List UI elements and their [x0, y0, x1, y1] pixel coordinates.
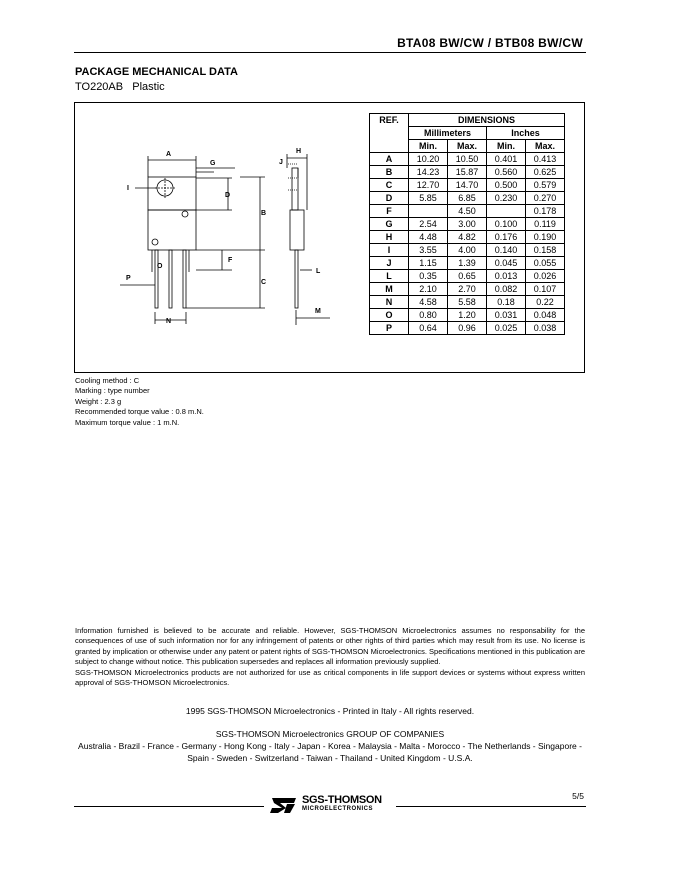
value-cell: 0.026	[526, 270, 565, 283]
value-cell: 4.00	[448, 244, 487, 257]
value-cell: 14.70	[448, 179, 487, 192]
note-weight: Weight : 2.3 g	[75, 396, 122, 406]
footer-rule-left	[74, 806, 264, 807]
value-cell: 0.107	[526, 283, 565, 296]
value-cell: 0.048	[526, 309, 565, 322]
dim-label-g: G	[210, 160, 216, 167]
ref-cell: I	[370, 244, 409, 257]
dimension-row	[370, 218, 565, 231]
dimension-row	[370, 231, 565, 244]
value-cell: 4.82	[448, 231, 487, 244]
dimension-row	[370, 166, 565, 179]
value-cell: 0.65	[448, 270, 487, 283]
value-cell: 0.013	[487, 270, 526, 283]
value-cell: 0.80	[409, 309, 448, 322]
ref-cell: P	[370, 322, 409, 335]
dimensions-header: DIMENSIONS	[409, 114, 565, 127]
millimeters-header: Millimeters	[409, 127, 487, 140]
value-cell: 12.70	[409, 179, 448, 192]
value-cell: 0.178	[526, 205, 565, 218]
ref-header: REF.	[370, 114, 409, 153]
value-cell	[409, 205, 448, 218]
value-cell: 10.20	[409, 153, 448, 166]
ref-cell: O	[370, 309, 409, 322]
value-cell: 0.64	[409, 322, 448, 335]
value-cell: 0.560	[487, 166, 526, 179]
value-cell: 15.87	[448, 166, 487, 179]
value-cell: 0.158	[526, 244, 565, 257]
value-cell: 10.50	[448, 153, 487, 166]
value-cell: 0.082	[487, 283, 526, 296]
value-cell: 3.55	[409, 244, 448, 257]
dimension-row	[370, 153, 565, 166]
value-cell: 0.579	[526, 179, 565, 192]
package-subtitle	[75, 81, 165, 93]
value-cell: 0.190	[526, 231, 565, 244]
logo-sub-text: MICROELECTRONICS	[302, 806, 373, 812]
sgs-thomson-logo	[268, 796, 382, 814]
legal-disclaimer	[75, 626, 585, 688]
st-logo-mark-icon	[268, 796, 298, 814]
value-cell: 0.055	[526, 257, 565, 270]
package-name: TO220AB	[75, 81, 124, 93]
page-number: 5/5	[572, 791, 584, 801]
dim-label-j: J	[279, 159, 283, 166]
group-countries: Australia - Brazil - France - Germany - Hong Kong - Italy - Japan - Korea - Malaysia - Malta - Morocco - The Netherlands - Singapore - Spain - Sweden - Switzerland - Taiwan - Thailand - United Kingdom - U.S.A.	[78, 741, 582, 763]
value-cell: 2.54	[409, 218, 448, 231]
value-cell: 0.038	[526, 322, 565, 335]
value-cell: 1.39	[448, 257, 487, 270]
dimension-row	[370, 296, 565, 309]
dimension-row	[370, 179, 565, 192]
ref-cell: B	[370, 166, 409, 179]
ref-cell: J	[370, 257, 409, 270]
section-title: PACKAGE MECHANICAL DATA	[75, 66, 238, 78]
value-cell: 0.413	[526, 153, 565, 166]
value-cell: 5.58	[448, 296, 487, 309]
dimension-row	[370, 244, 565, 257]
value-cell: 0.140	[487, 244, 526, 257]
value-cell: 0.625	[526, 166, 565, 179]
value-cell: 0.119	[526, 218, 565, 231]
value-cell: 14.23	[409, 166, 448, 179]
value-cell: 4.50	[448, 205, 487, 218]
value-cell: 0.401	[487, 153, 526, 166]
value-cell: 6.85	[448, 192, 487, 205]
package-notes	[75, 376, 204, 428]
note-cooling: Cooling method : C	[75, 376, 140, 385]
dimension-row	[370, 309, 565, 322]
note-maximum-torque: Maximum torque value : 1 m.N.	[75, 417, 180, 427]
dimension-row	[370, 270, 565, 283]
group-of-companies	[75, 728, 585, 764]
package-drawing	[112, 140, 352, 340]
value-cell: 1.20	[448, 309, 487, 322]
logo-brand-text: SGS-THOMSON	[302, 794, 382, 806]
value-cell: 0.35	[409, 270, 448, 283]
dimension-row	[370, 192, 565, 205]
dimension-row	[370, 205, 565, 218]
dim-label-n: N	[166, 318, 172, 325]
value-cell: 4.58	[409, 296, 448, 309]
ref-cell: H	[370, 231, 409, 244]
mm-min-header: Min.	[409, 140, 448, 153]
dim-label-m: M	[315, 308, 321, 315]
dim-label-f: F	[228, 257, 233, 264]
ref-cell: D	[370, 192, 409, 205]
value-cell: 5.85	[409, 192, 448, 205]
ref-cell: M	[370, 283, 409, 296]
ref-cell: C	[370, 179, 409, 192]
value-cell: 2.10	[409, 283, 448, 296]
dim-label-o: O	[157, 263, 163, 270]
dimension-row	[370, 257, 565, 270]
inches-header: Inches	[487, 127, 565, 140]
in-min-header: Min.	[487, 140, 526, 153]
dimension-row	[370, 322, 565, 335]
value-cell: 0.031	[487, 309, 526, 322]
ref-cell: F	[370, 205, 409, 218]
value-cell: 0.100	[487, 218, 526, 231]
disclaimer-paragraph: Information furnished is believed to be accurate and reliable. However, SGS-THOMSON Microelectronics assumes no responsability for the consequences of use of such information nor for any infringement of patents or other rights of third parties which may result from its use. No license is granted by implication or otherwise under any patent or patent rights of SGS-THOMSON Microelectronics. Specifications mentioned in this publication are subject to change without notice. This publication supersedes and replaces all information previously supplied.	[75, 626, 585, 667]
note-recommended-torque: Recommended torque value : 0.8 m.N.	[75, 407, 204, 417]
dim-label-i: I	[127, 185, 129, 192]
value-cell	[487, 205, 526, 218]
dimensions-table	[369, 113, 565, 335]
value-cell: 4.48	[409, 231, 448, 244]
dim-label-h: H	[296, 148, 302, 155]
value-cell: 0.025	[487, 322, 526, 335]
dim-label-d: D	[225, 192, 231, 199]
ref-cell: G	[370, 218, 409, 231]
value-cell: 0.96	[448, 322, 487, 335]
value-cell: 0.18	[487, 296, 526, 309]
value-cell: 2.70	[448, 283, 487, 296]
value-cell: 0.045	[487, 257, 526, 270]
note-marking: Marking : type number	[75, 386, 150, 396]
ref-cell: A	[370, 153, 409, 166]
value-cell: 0.500	[487, 179, 526, 192]
document-header-title: BTA08 BW/CW / BTB08 BW/CW	[397, 36, 583, 50]
value-cell: 0.22	[526, 296, 565, 309]
value-cell: 0.270	[526, 192, 565, 205]
value-cell: 0.230	[487, 192, 526, 205]
in-max-header: Max.	[526, 140, 565, 153]
package-material: Plastic	[132, 81, 165, 93]
dim-label-p: P	[126, 275, 131, 282]
header-rule	[74, 52, 586, 53]
copyright-line: 1995 SGS-THOMSON Microelectronics - Printed in Italy - All rights reserved.	[185, 706, 475, 716]
dim-label-b: B	[261, 210, 267, 217]
value-cell: 0.176	[487, 231, 526, 244]
group-title: SGS-THOMSON Microelectronics GROUP OF COMPANIES	[215, 729, 445, 739]
value-cell: 3.00	[448, 218, 487, 231]
dim-label-a: A	[166, 151, 172, 158]
dimension-row	[370, 283, 565, 296]
disclaimer-paragraph: SGS-THOMSON Microelectronics products are not authorized for use as critical components in life support devices or systems without express written approval of SGS-THOMSON Microelectronics.	[75, 667, 585, 688]
ref-cell: N	[370, 296, 409, 309]
dim-label-l: L	[316, 268, 321, 275]
value-cell: 1.15	[409, 257, 448, 270]
dim-label-c: C	[261, 279, 267, 286]
ref-cell: L	[370, 270, 409, 283]
mm-max-header: Max.	[448, 140, 487, 153]
footer-rule-right	[396, 806, 586, 807]
